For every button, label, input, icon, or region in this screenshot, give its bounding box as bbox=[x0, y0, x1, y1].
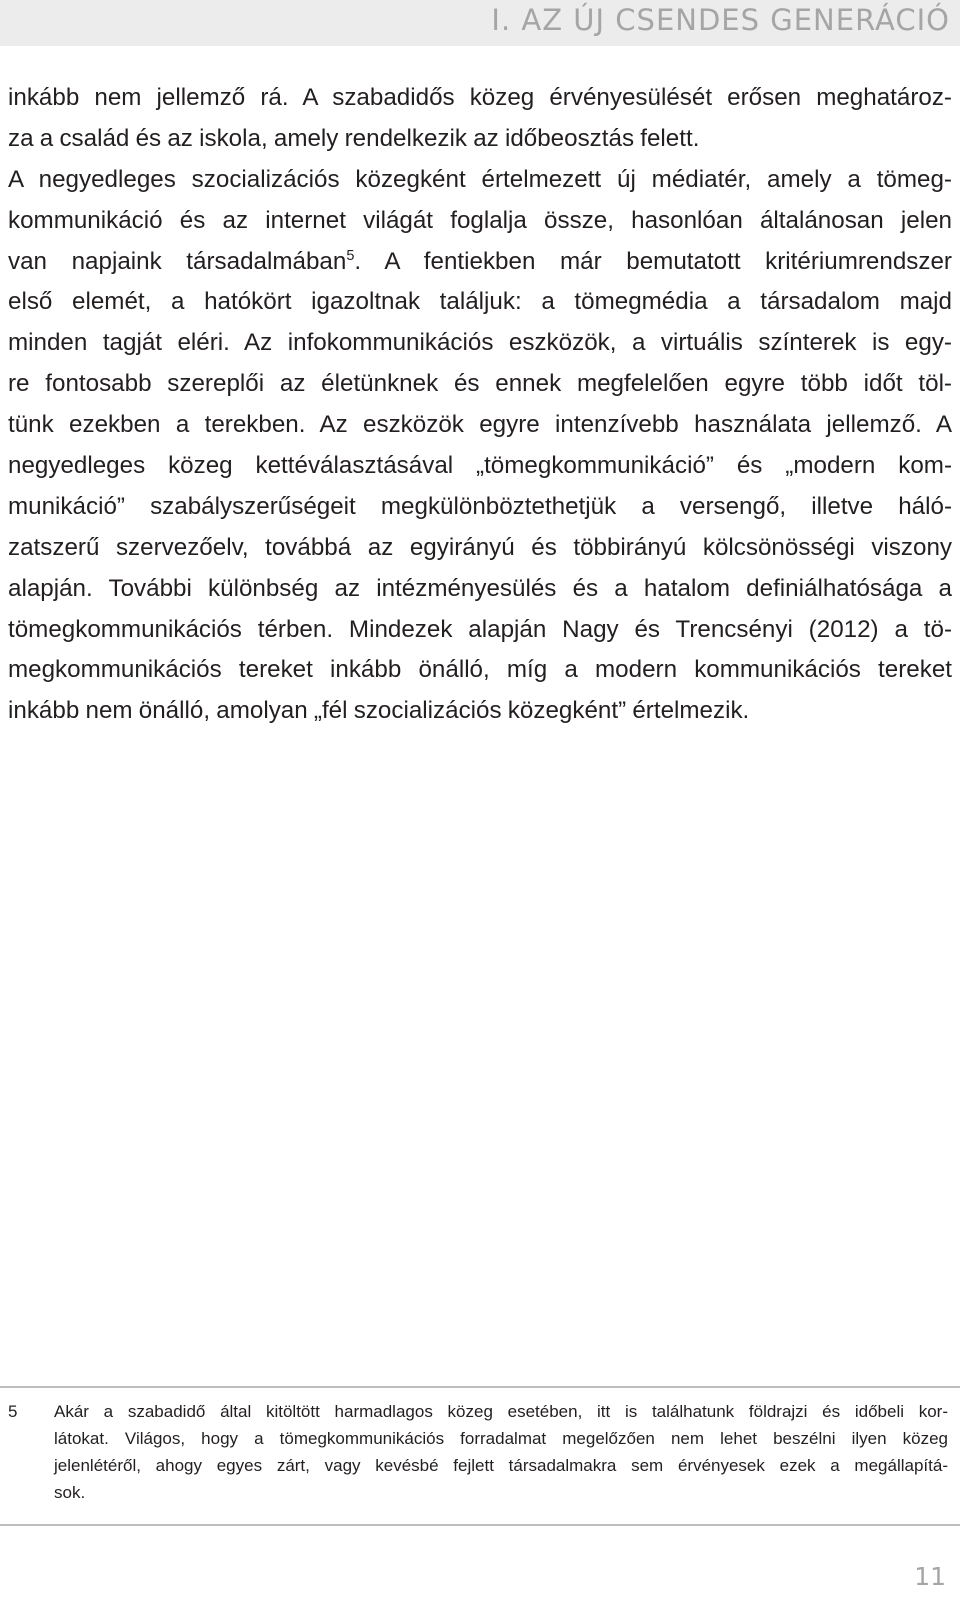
text-line: zatszerű szervezőelv, továbbá az egyirányú és többirányú kölcsönösségi viszony bbox=[8, 533, 952, 561]
footnote-text bbox=[54, 1398, 948, 1506]
footer-divider bbox=[0, 1524, 960, 1526]
footnote-line: sok. bbox=[54, 1483, 86, 1502]
text-line: minden tagját eléri. Az infokommunikációs eszközök, a virtuális színterek is egy- bbox=[8, 329, 952, 357]
text-line: inkább nem jellemző rá. A szabadidős közeg érvényesülését erősen meghatároz- bbox=[8, 84, 952, 111]
text-line: első elemét, a hatókört igazoltnak találjuk: a tömegmédia a társadalom majd bbox=[8, 288, 952, 316]
footnote-divider-top bbox=[0, 1386, 960, 1388]
footnote-line: látokat. Világos, hogy a tömegkommunikációs forradalmat megelőzően nem lehet beszélni ilyen közeg bbox=[54, 1429, 948, 1448]
footnote-line: jelenlétéről, ahogy egyes zárt, vagy kevésbé fejlett társadalmakra sem érvényesek ezek a megállapítá- bbox=[54, 1456, 948, 1475]
footnote-number: 5 bbox=[8, 1402, 18, 1421]
footnote-reference[interactable]: 5 bbox=[346, 247, 355, 264]
text-line: megkommunikációs tereket inkább önálló, míg a modern kommunikációs tereket bbox=[8, 656, 952, 684]
footnote-line: Akár a szabadidő által kitöltött harmadlagos közeg esetében, itt is találhatunk földrajzi és időbeli kor- bbox=[54, 1402, 948, 1421]
text-line: za a család és az iskola, amely rendelkezik az időbeosztás felett. bbox=[8, 124, 700, 152]
text-line-segment: . A fentiekben már bemutatott kritériumrendszer bbox=[354, 247, 952, 275]
page-number: 11 bbox=[914, 1562, 946, 1591]
text-line: tünk ezekben a terekben. Az eszközök egyre intenzívebb használata jellemző. A bbox=[8, 411, 952, 439]
text-line bbox=[8, 242, 952, 283]
text-line: inkább nem önálló, amolyan „fél szocializációs közegként” értelmezik. bbox=[8, 697, 750, 725]
text-line-segment: van napjaink társadalmában bbox=[8, 247, 347, 275]
chapter-title: I. AZ ÚJ CSENDES GENERÁCIÓ bbox=[491, 3, 950, 37]
text-line: negyedleges közeg kettéválasztásával „tömegkommunikáció” és „modern kom- bbox=[8, 452, 952, 480]
text-line: munikáció” szabályszerűségeit megkülönböztethetjük a versengő, illetve háló- bbox=[8, 492, 952, 520]
body-text bbox=[8, 78, 952, 732]
text-line: re fontosabb szereplői az életünknek és ennek megfelelően egyre több időt töl- bbox=[8, 370, 952, 398]
text-line: A negyedleges szocializációs közegként értelmezett új médiatér, amely a tömeg- bbox=[8, 165, 952, 193]
text-line: kommunikáció és az internet világát foglalja össze, hasonlóan általánosan jelen bbox=[8, 206, 952, 234]
text-line: tömegkommunikációs térben. Mindezek alapján Nagy és Trencsényi (2012) a tö- bbox=[8, 615, 952, 643]
text-line: alapján. További különbség az intézményesülés és a hatalom definiálhatósága a bbox=[8, 574, 952, 602]
running-header bbox=[0, 0, 960, 46]
